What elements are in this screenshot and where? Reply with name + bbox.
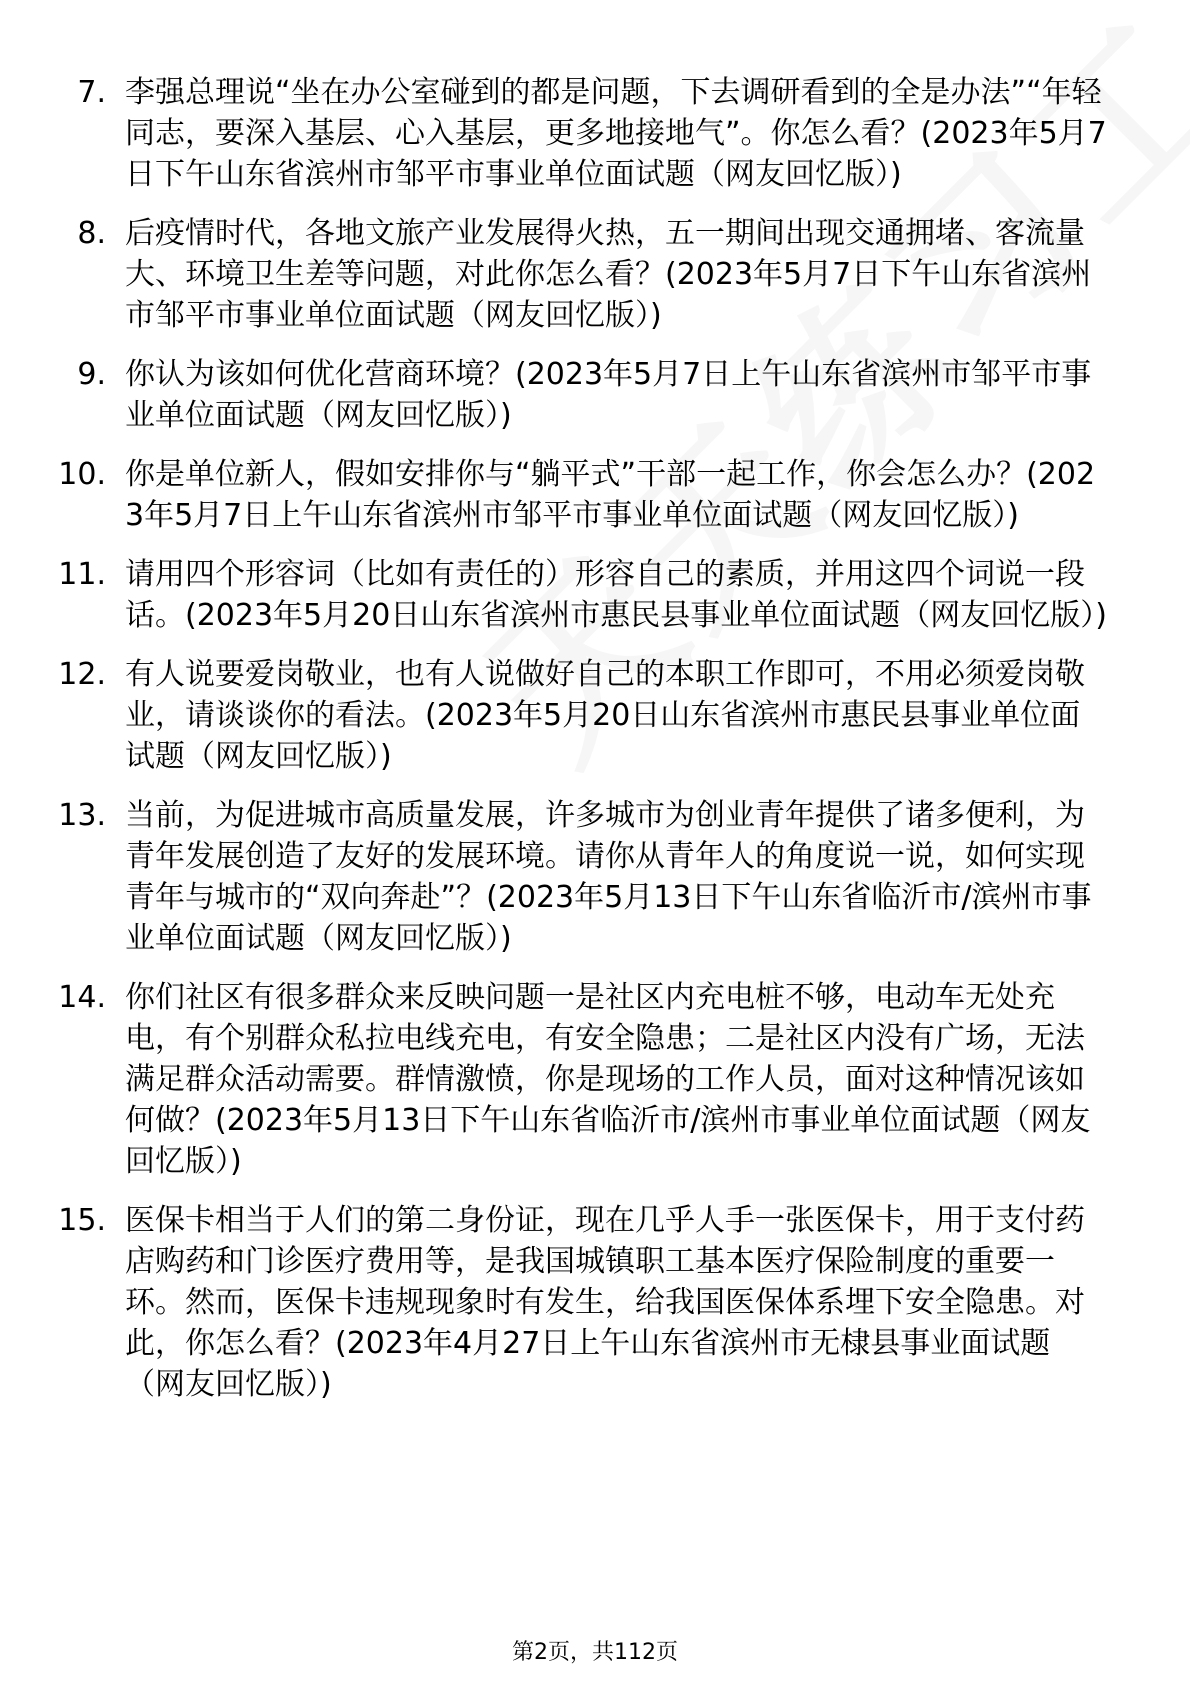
question-item <box>0 795 1190 959</box>
question-list <box>0 72 1190 1423</box>
question-text: 你是单位新人，假如安排你与“躺平式”干部一起工作，你会怎么办？(2023年5月7日上午山东省滨州市邹平市事业单位面试题（网友回忆版）) <box>125 457 1096 533</box>
question-number: 11. <box>58 557 106 592</box>
question-text: 当前，为促进城市高质量发展，许多城市为创业青年提供了诸多便利，为青年发展创造了友好的发展环境。请你从青年人的角度说一说，如何实现青年与城市的“双向奔赴”？(2023年5月13日下午山东省临沂市/滨州市事业单位面试题（网友回忆版）) <box>125 798 1092 956</box>
question-item <box>0 977 1190 1182</box>
question-number: 10. <box>58 457 106 492</box>
question-item <box>0 354 1190 436</box>
question-number: 12. <box>58 657 106 692</box>
question-text: 请用四个形容词（比如有责任的）形容自己的素质，并用这四个词说一段话。(2023年5月20日山东省滨州市惠民县事业单位面试题（网友回忆版）) <box>125 557 1108 633</box>
question-text: 医保卡相当于人们的第二身份证，现在几乎人手一张医保卡，用于支付药店购药和门诊医疗费用等，是我国城镇职工基本医疗保险制度的重要一环。然而，医保卡违规现象时有发生，给我国医保体系埋下安全隐患。对此，你怎么看？(2023年4月27日上午山东省滨州市无棣县事业面试题（网友回忆版）) <box>125 1203 1085 1402</box>
question-text: 后疫情时代，各地文旅产业发展得火热，五一期间出现交通拥堵、客流量大、环境卫生差等问题，对此你怎么看？(2023年5月7日下午山东省滨州市邹平市事业单位面试题（网友回忆版）) <box>125 216 1092 333</box>
page-footer: 第2页，共112页 <box>512 1640 678 1665</box>
question-text: 你认为该如何优化营商环境？(2023年5月7日上午山东省滨州市邹平市事业单位面试题（网友回忆版）) <box>125 357 1092 433</box>
question-item <box>0 454 1190 536</box>
question-item <box>0 213 1190 336</box>
question-text: 你们社区有很多群众来反映问题一是社区内充电桩不够，电动车无处充电，有个别群众私拉电线充电，有安全隐患；二是社区内没有广场，无法满足群众活动需要。群情激愤，你是现场的工作人员，面对这种情况该如何做？(2023年5月13日下午山东省临沂市/滨州市事业单位面试题（网友回忆版）) <box>125 980 1091 1179</box>
question-item <box>0 1200 1190 1405</box>
question-number: 8. <box>77 216 106 251</box>
question-number: 15. <box>58 1203 106 1238</box>
question-item <box>0 554 1190 636</box>
question-item <box>0 72 1190 195</box>
question-item <box>0 654 1190 777</box>
question-number: 7. <box>77 75 106 110</box>
question-number: 13. <box>58 798 106 833</box>
question-text: 有人说要爱岗敬业，也有人说做好自己的本职工作即可，不用必须爱岗敬业，请谈谈你的看法。(2023年5月20日山东省滨州市惠民县事业单位面试题（网友回忆版）) <box>125 657 1085 774</box>
question-text: 李强总理说“坐在办公室碰到的都是问题，下去调研看到的全是办法”“年轻同志，要深入基层、心入基层，更多地接地气”。你怎么看？(2023年5月7日下午山东省滨州市邹平市事业单位面试题（网友回忆版）) <box>125 75 1107 192</box>
question-number: 9. <box>77 357 106 392</box>
question-number: 14. <box>58 980 106 1015</box>
